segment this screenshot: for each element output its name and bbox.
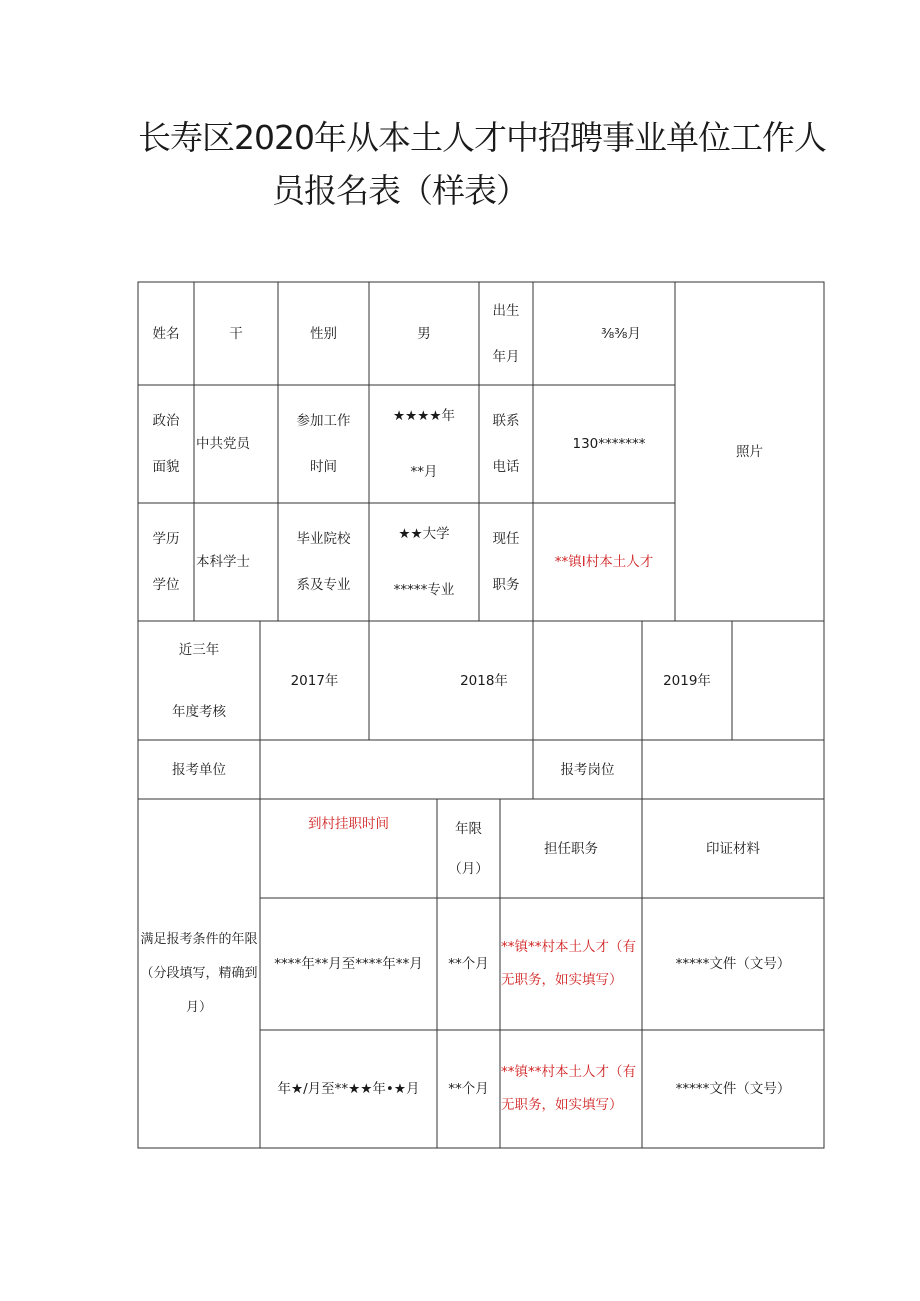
current-post-value: **镇I村本土人才 xyxy=(554,554,654,570)
gender-label: 性别 xyxy=(310,325,337,342)
year-2018-label: 2018年 xyxy=(460,672,508,689)
period-time-1: ****年**月至****年**月 xyxy=(274,956,423,972)
work-start-label-line-2: 时间 xyxy=(310,459,337,475)
period-duty-2 xyxy=(500,1030,642,1148)
years-side-label xyxy=(138,799,260,1148)
school-value-line-2: *****专业 xyxy=(393,582,455,598)
annual-review-label xyxy=(138,621,260,740)
period-proof-2: *****文件（文号） xyxy=(675,1081,791,1097)
annual-review-label-line-2: 年度考核 xyxy=(172,703,226,720)
period-proof-1: *****文件（文号） xyxy=(675,956,791,972)
form-title-line-2: 员报名表（样表） xyxy=(272,171,528,210)
apply-post-label: 报考岗位 xyxy=(560,761,615,778)
school-value-line-1: ★★大学 xyxy=(398,526,450,542)
birth-label-line-1: 出生 xyxy=(492,302,520,319)
current-post-label-line-1: 现任 xyxy=(492,531,520,547)
name-label: 姓名 xyxy=(152,325,180,342)
work-start-value-line-1: ★★★★年 xyxy=(393,408,455,424)
period-months-2: **个月 xyxy=(448,1081,489,1097)
header-time: 到村挂职时间 xyxy=(308,816,389,832)
years-side-label-line-2: （分段填写，精确到 xyxy=(140,965,258,981)
work-start-value-line-2: **月 xyxy=(410,464,438,480)
school-label-line-2: 系及专业 xyxy=(296,577,351,593)
work-start-label xyxy=(278,385,369,503)
photo-placeholder: 照片 xyxy=(736,443,763,460)
header-duty: 担任职务 xyxy=(544,840,598,857)
header-years-line-1: 年限 xyxy=(455,820,482,837)
period-duty-2-line-1: **镇**村本土人才（有 xyxy=(501,1064,636,1080)
birth-label xyxy=(479,282,533,385)
phone-value: 130******* xyxy=(572,436,646,452)
education-label-line-1: 学历 xyxy=(152,531,180,547)
period-duty-1 xyxy=(500,898,642,1030)
year-2019-label: 2019年 xyxy=(663,672,711,689)
header-proof: 印证材料 xyxy=(706,840,760,857)
political-value: 中共党员 xyxy=(196,436,250,452)
period-months-1: **个月 xyxy=(448,956,489,972)
current-post-label-line-2: 职务 xyxy=(492,577,520,593)
birth-value: ⅜⅜月 xyxy=(601,325,641,342)
phone-label-line-2: 电话 xyxy=(492,459,520,475)
political-label-line-1: 政治 xyxy=(152,413,180,429)
phone-label xyxy=(479,385,533,503)
name-value: 干 xyxy=(229,325,243,342)
political-label-line-2: 面貌 xyxy=(152,459,180,475)
education-label-line-2: 学位 xyxy=(152,577,180,593)
education-label xyxy=(138,503,194,621)
form-title-line-1: 长寿区2020年从本土人才中招聘事业单位工作人 xyxy=(138,118,826,157)
political-label xyxy=(138,385,194,503)
birth-label-line-2: 年月 xyxy=(492,348,520,365)
period-time-2: 年★/月至**★★年•★月 xyxy=(277,1081,420,1097)
school-value xyxy=(369,503,479,621)
apply-unit-label: 报考单位 xyxy=(172,761,226,778)
education-value: 本科学士 xyxy=(196,554,250,570)
annual-review-label-line-1: 近三年 xyxy=(178,641,220,658)
years-side-label-line-1: 满足报考条件的年限 xyxy=(140,931,258,947)
current-post-label xyxy=(479,503,533,621)
period-duty-1-line-1: **镇**村本土人才（有 xyxy=(501,939,636,955)
year-2017-label: 2017年 xyxy=(290,672,339,689)
work-start-label-line-1: 参加工作 xyxy=(296,413,351,429)
gender-value: 男 xyxy=(417,325,431,342)
period-duty-1-line-2: 无职务，如实填写） xyxy=(501,972,623,988)
school-label-line-1: 毕业院校 xyxy=(296,531,351,547)
school-label xyxy=(278,503,369,621)
header-years xyxy=(437,799,500,898)
work-start-value xyxy=(369,385,479,503)
years-side-label-line-3: 月） xyxy=(185,999,212,1015)
header-years-line-2: （月） xyxy=(448,860,489,877)
period-duty-2-line-2: 无职务，如实填写） xyxy=(501,1097,623,1113)
phone-label-line-1: 联系 xyxy=(492,413,520,429)
